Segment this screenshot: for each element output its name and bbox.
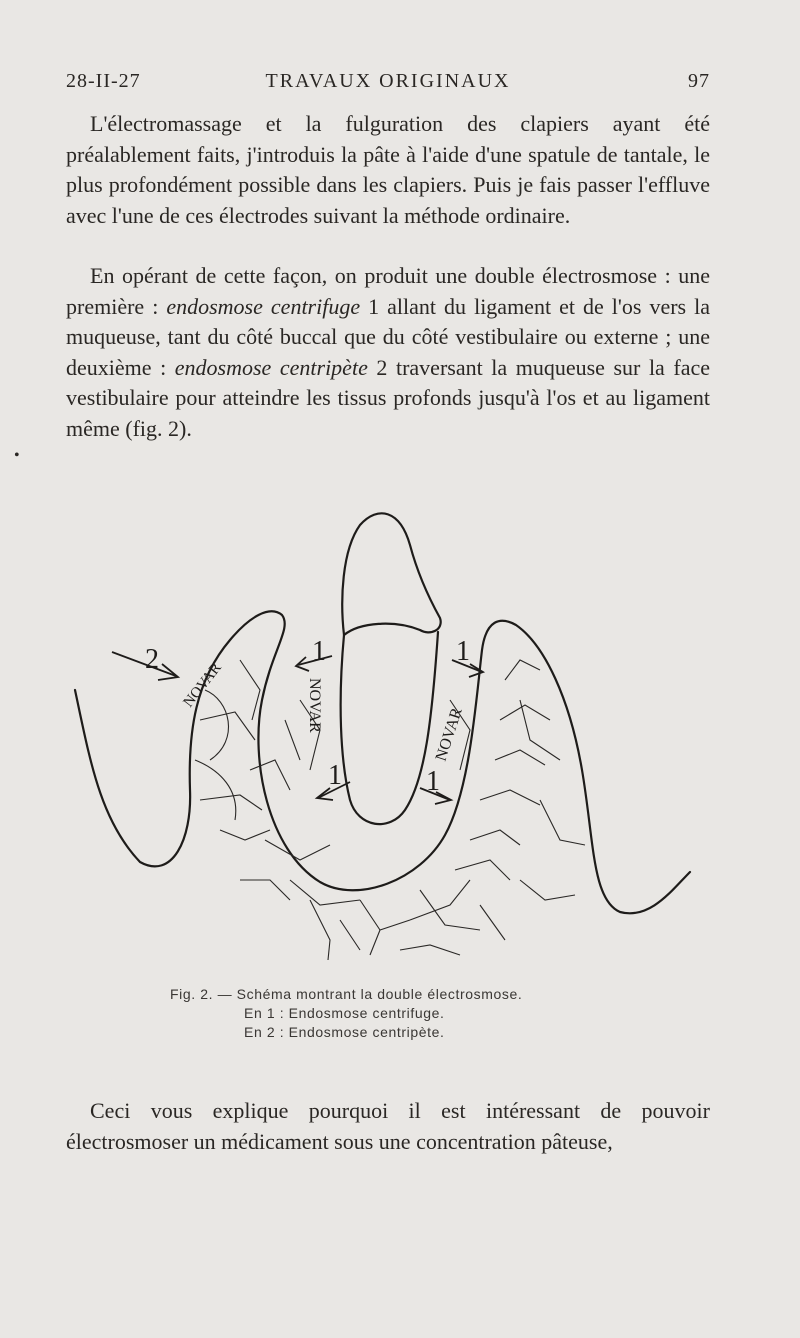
tooth-crown — [342, 513, 440, 635]
label-novar-right: NOVAR — [432, 705, 466, 764]
paragraph-2-text-a: En opérant de cette façon, on produit une double électrosmose : une première : — [66, 263, 710, 319]
label-1-bottom-left: 1 — [328, 760, 342, 791]
paragraph-3: Ceci vous explique pourquoi il est intéressant de pouvoir électrosmoser un médicament sous une concentration pâteuse, — [66, 1098, 710, 1154]
header-page-number: 97 — [688, 70, 710, 92]
bone-network — [195, 660, 585, 960]
electrosmosis-diagram — [70, 500, 710, 980]
paragraph-1: L'électromassage et la fulguration des clapiers ayant été préalablement faits, j'introduis la pâte à l'aide d'une spatule de tantale, le plus profondément possible dans les clapiers. Puis je fais passer l'effluve avec l'une de ces électrodes suivant la méthode ordinaire. — [66, 111, 710, 228]
gum-outline — [75, 611, 690, 913]
paragraph-2-text-c: 2 traversant la muqueuse sur la face vestibulaire pour atteindre les tissus profonds jusqu'à l'os et au ligament même (fig. 2). — [66, 354, 711, 441]
label-novar-center: NOVAR — [306, 678, 323, 733]
term-endosmose-centrifuge: endosmose centrifuge — [166, 293, 361, 319]
arrow-2 — [112, 652, 176, 676]
label-1-top-right: 1 — [456, 636, 470, 667]
caption-line-1: Fig. 2. — Schéma montrant la double électrosmose. — [170, 986, 523, 1002]
label-novar-left: NOVAR — [180, 660, 225, 711]
caption-line-2: En 1 : Endosmose centrifuge. — [244, 1005, 445, 1021]
paragraph-2-text-b: 1 allant du ligament et de l'os vers la muqueuse, tant du côté buccal que du côté vestibulaire ou externe ; une deuxième : — [66, 293, 710, 380]
header-date: 28-II-27 — [66, 70, 141, 92]
arrow-2-head — [158, 664, 178, 680]
page-header — [66, 70, 710, 100]
tooth-root — [341, 632, 438, 824]
margin-mark: • — [14, 447, 20, 464]
header-running-title: TRAVAUX ORIGINAUX — [265, 70, 511, 92]
paragraph-2 — [66, 261, 710, 444]
term-endosmose-centripete: endosmose centripète — [174, 354, 368, 380]
label-2: 2 — [145, 644, 159, 675]
label-1-top-left: 1 — [312, 636, 326, 667]
label-1-bottom-right: 1 — [426, 766, 440, 797]
caption-line-3: En 2 : Endosmose centripète. — [244, 1024, 445, 1040]
figure-caption — [170, 985, 630, 1042]
